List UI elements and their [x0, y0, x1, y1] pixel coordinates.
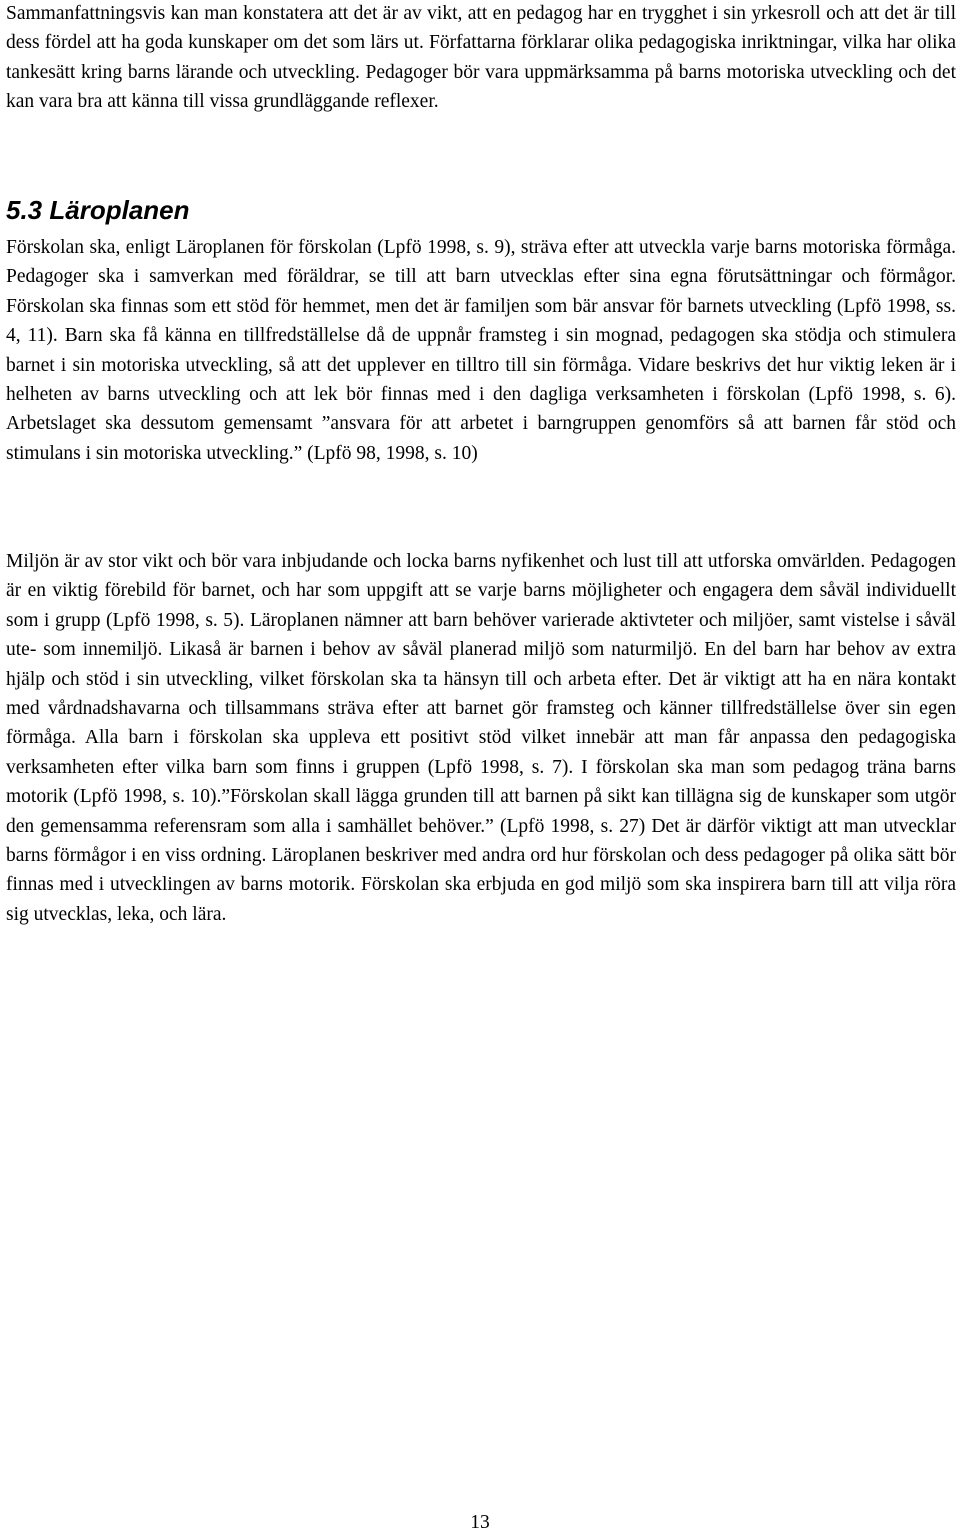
page-number: 13: [470, 1512, 490, 1533]
intro-paragraph: Sammanfattningsvis kan man konstatera att det är av vikt, att en pedagog har en trygghet i sin yrkesroll och att det är till dess fördel att ha goda kunskaper om det som lärs ut. Författarna förklarar olika pedagogiska inriktningar, vilka har olika tankesätt kring barns lärande och utveckling. Pedagoger bör vara uppmärksamma på barns motoriska utveckling och det kan vara bra att känna till vissa grundläggande reflexer.: [6, 3, 956, 113]
section-heading: 5.3 Läroplanen: [6, 195, 190, 225]
body-paragraph-2: Miljön är av stor vikt och bör vara inbjudande och locka barns nyfikenhet och lust till att utforska omvärlden. Pedagogen är en viktig förebild för barnet, och har som uppgift att se varje barns möjligheter och engagera dem såväl individuellt som i grupp (Lpfö 1998, s. 5). Läroplanen nämner att barn behöver varierade aktivteter och miljöer, samt vistelse i såväl ute- som innemiljö. Likaså är barnen i behov av såväl planerad miljö som naturmiljö. En del barn har behov av extra hjälp och stöd i sin utveckling, vilket förskolan ska ta hänsyn till och arbeta efter. Det är viktigt att ha en nära kontakt med vårdnadshavarna och tillsammans sträva efter att barnet gör framsteg och känner tillfredställelse över sin egen förmåga. Alla barn i förskolan ska uppleva ett positivt stöd vilket innebär att man får anpassa den pedagogiska verksamheten efter vilka barn som finns i gruppen (Lpfö 1998, s. 7). I förskolan ska man som pedagog träna barns motorik (Lpfö 1998, s. 10).”Förskolan skall lägga grunden till att barnen på sikt kan tillägna sig de kunskaper som utgör den gemensamma referensram som alla i samhället behöver.” (Lpfö 1998, s. 27) Det är därför viktigt att man utvecklar barns förmågor i en viss ordning. Läroplanen beskriver med andra ord hur förskolan och dess pedagoger på olika sätt bör finnas med i utvecklingen av barns motorik. Förskolan ska erbjuda en god miljö som ska inspirera barn till att vilja röra sig utvecklas, leka, och lära.: [6, 551, 956, 925]
body-paragraph-1: Förskolan ska, enligt Läroplanen för förskolan (Lpfö 1998, s. 9), sträva efter att utveckla varje barns motoriska förmåga. Pedagoger ska i samverkan med föräldrar, se till att barn utvecklas efter sina egna förutsättningar och förmågor. Förskolan ska finnas som ett stöd för hemmet, men det är familjen som bär ansvar för barnets utveckling (Lpfö 1998, ss. 4, 11). Barn ska få känna en tillfredställelse då de uppnår framsteg i sin mognad, pedagogen ska stödja och stimulera barnet i sin motoriska utveckling, så att det upplever en tilltro till sin förmåga. Vidare beskrivs det hur viktig leken är i helheten av barns utveckling och att lek bör finnas med i den dagliga verksamheten i förskolan (Lpfö 1998, s. 6). Arbetslaget ska dessutom gemensamt ”ansvara för att arbetet i barngruppen genomförs så att barnen får stöd och stimulans i sin motoriska utveckling.” (Lpfö 98, 1998, s. 10): [6, 237, 956, 464]
